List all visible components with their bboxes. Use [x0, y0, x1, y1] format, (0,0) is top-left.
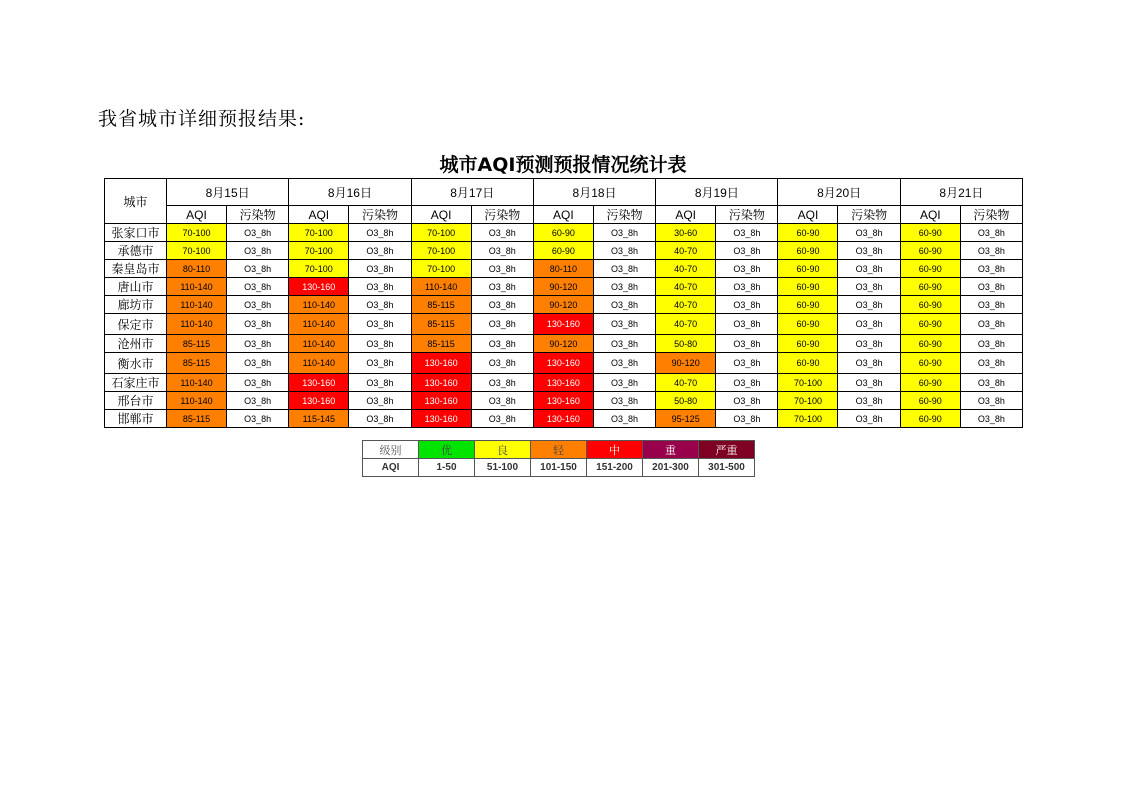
aqi-range-cell: 130-160 [289, 374, 349, 392]
pollutant-cell: O3_8h [471, 335, 533, 353]
aqi-range-cell: 70-100 [289, 242, 349, 260]
aqi-range-cell: 130-160 [411, 410, 471, 428]
pollutant-cell: O3_8h [227, 410, 289, 428]
aqi-subheader: AQI [533, 206, 593, 224]
aqi-range-cell: 110-140 [289, 335, 349, 353]
table-title: 城市AQI预测预报情况统计表 [439, 154, 687, 176]
pollutant-cell: O3_8h [593, 296, 655, 314]
aqi-range-cell: 130-160 [411, 374, 471, 392]
pollutant-cell: O3_8h [227, 296, 289, 314]
legend-level-range: 301-500 [699, 459, 755, 477]
pollutant-cell: O3_8h [838, 410, 900, 428]
aqi-range-cell: 60-90 [533, 242, 593, 260]
aqi-range-cell: 70-100 [167, 242, 227, 260]
pollutant-cell: O3_8h [471, 260, 533, 278]
aqi-subheader: AQI [411, 206, 471, 224]
aqi-range-cell: 80-110 [533, 260, 593, 278]
legend-level-row [363, 441, 755, 459]
table-row [105, 260, 1023, 278]
aqi-range-cell: 85-115 [411, 296, 471, 314]
aqi-range-cell: 70-100 [167, 224, 227, 242]
legend-level-range: 1-50 [419, 459, 475, 477]
pollutant-cell: O3_8h [593, 278, 655, 296]
pollutant-cell: O3_8h [838, 296, 900, 314]
aqi-range-cell: 60-90 [900, 296, 960, 314]
legend-range-row [363, 459, 755, 477]
aqi-level-legend [362, 440, 755, 477]
pollutant-cell: O3_8h [716, 260, 778, 278]
aqi-range-cell: 60-90 [778, 314, 838, 335]
aqi-subheader: AQI [289, 206, 349, 224]
table-row [105, 374, 1023, 392]
pollutant-cell: O3_8h [960, 242, 1022, 260]
legend-aqi-header: AQI [363, 459, 419, 477]
aqi-range-cell: 130-160 [533, 392, 593, 410]
aqi-range-cell: 60-90 [900, 224, 960, 242]
aqi-range-cell: 110-140 [289, 314, 349, 335]
pollutant-cell: O3_8h [349, 374, 411, 392]
aqi-range-cell: 60-90 [533, 224, 593, 242]
pollutant-cell: O3_8h [960, 314, 1022, 335]
pollutant-cell: O3_8h [349, 410, 411, 428]
legend-level-name: 中 [587, 441, 643, 459]
pollutant-cell: O3_8h [593, 353, 655, 374]
aqi-range-cell: 60-90 [900, 410, 960, 428]
pollutant-cell: O3_8h [227, 353, 289, 374]
pollutant-cell: O3_8h [471, 296, 533, 314]
aqi-range-cell: 60-90 [900, 335, 960, 353]
pollutant-cell: O3_8h [471, 410, 533, 428]
aqi-range-cell: 60-90 [900, 392, 960, 410]
aqi-range-cell: 60-90 [900, 314, 960, 335]
aqi-range-cell: 110-140 [411, 278, 471, 296]
pollutant-cell: O3_8h [838, 392, 900, 410]
aqi-range-cell: 50-80 [656, 335, 716, 353]
aqi-subheader: AQI [900, 206, 960, 224]
aqi-range-cell: 110-140 [167, 278, 227, 296]
aqi-range-cell: 40-70 [656, 242, 716, 260]
pollutant-cell: O3_8h [593, 410, 655, 428]
pollutant-subheader: 污染物 [716, 206, 778, 224]
city-name: 石家庄市 [105, 374, 167, 392]
aqi-range-cell: 110-140 [289, 353, 349, 374]
pollutant-cell: O3_8h [593, 314, 655, 335]
pollutant-cell: O3_8h [716, 353, 778, 374]
city-name: 张家口市 [105, 224, 167, 242]
legend-level-name: 重 [643, 441, 699, 459]
table-row [105, 242, 1023, 260]
aqi-range-cell: 40-70 [656, 374, 716, 392]
pollutant-cell: O3_8h [716, 224, 778, 242]
aqi-range-cell: 60-90 [778, 278, 838, 296]
table-row [105, 410, 1023, 428]
pollutant-cell: O3_8h [227, 278, 289, 296]
pollutant-subheader: 污染物 [593, 206, 655, 224]
sub-header-row [105, 206, 1023, 224]
aqi-range-cell: 130-160 [533, 374, 593, 392]
legend-level-range: 101-150 [531, 459, 587, 477]
pollutant-cell: O3_8h [471, 392, 533, 410]
aqi-range-cell: 90-120 [533, 278, 593, 296]
pollutant-cell: O3_8h [593, 242, 655, 260]
pollutant-cell: O3_8h [349, 224, 411, 242]
aqi-range-cell: 60-90 [778, 242, 838, 260]
aqi-range-cell: 70-100 [411, 260, 471, 278]
aqi-range-cell: 110-140 [167, 392, 227, 410]
city-name: 沧州市 [105, 335, 167, 353]
pollutant-cell: O3_8h [227, 374, 289, 392]
city-name: 邯郸市 [105, 410, 167, 428]
aqi-forecast-table [104, 178, 1023, 428]
aqi-range-cell: 90-120 [533, 296, 593, 314]
aqi-range-cell: 60-90 [900, 374, 960, 392]
pollutant-cell: O3_8h [716, 335, 778, 353]
aqi-range-cell: 85-115 [167, 410, 227, 428]
aqi-range-cell: 40-70 [656, 278, 716, 296]
pollutant-cell: O3_8h [960, 260, 1022, 278]
pollutant-cell: O3_8h [227, 314, 289, 335]
pollutant-cell: O3_8h [960, 353, 1022, 374]
city-name: 廊坊市 [105, 296, 167, 314]
aqi-range-cell: 85-115 [167, 353, 227, 374]
aqi-range-cell: 130-160 [411, 392, 471, 410]
pollutant-cell: O3_8h [960, 410, 1022, 428]
aqi-range-cell: 70-100 [411, 224, 471, 242]
pollutant-cell: O3_8h [349, 314, 411, 335]
date-header: 8月15日 [167, 179, 289, 206]
pollutant-cell: O3_8h [960, 296, 1022, 314]
table-row [105, 392, 1023, 410]
pollutant-cell: O3_8h [227, 335, 289, 353]
pollutant-cell: O3_8h [716, 278, 778, 296]
pollutant-cell: O3_8h [838, 278, 900, 296]
legend-level-name: 良 [475, 441, 531, 459]
aqi-range-cell: 80-110 [167, 260, 227, 278]
aqi-range-cell: 40-70 [656, 296, 716, 314]
aqi-range-cell: 110-140 [167, 314, 227, 335]
aqi-range-cell: 90-120 [533, 335, 593, 353]
pollutant-cell: O3_8h [349, 242, 411, 260]
aqi-range-cell: 70-100 [778, 410, 838, 428]
legend-level-header: 级别 [363, 441, 419, 459]
date-header-row [105, 179, 1023, 206]
table-row [105, 335, 1023, 353]
date-header: 8月21日 [900, 179, 1022, 206]
aqi-range-cell: 30-60 [656, 224, 716, 242]
aqi-range-cell: 60-90 [778, 260, 838, 278]
aqi-range-cell: 60-90 [900, 278, 960, 296]
aqi-range-cell: 130-160 [289, 392, 349, 410]
aqi-range-cell: 110-140 [167, 296, 227, 314]
pollutant-cell: O3_8h [349, 296, 411, 314]
aqi-range-cell: 60-90 [778, 296, 838, 314]
intro-text: 我省城市详细预报结果: [98, 108, 306, 130]
pollutant-cell: O3_8h [471, 278, 533, 296]
pollutant-cell: O3_8h [960, 392, 1022, 410]
pollutant-cell: O3_8h [716, 314, 778, 335]
pollutant-cell: O3_8h [227, 392, 289, 410]
aqi-range-cell: 70-100 [778, 392, 838, 410]
aqi-range-cell: 60-90 [778, 335, 838, 353]
pollutant-cell: O3_8h [227, 242, 289, 260]
pollutant-cell: O3_8h [349, 335, 411, 353]
aqi-subheader: AQI [778, 206, 838, 224]
city-name: 秦皇岛市 [105, 260, 167, 278]
aqi-range-cell: 130-160 [533, 353, 593, 374]
pollutant-cell: O3_8h [471, 242, 533, 260]
pollutant-cell: O3_8h [838, 314, 900, 335]
pollutant-cell: O3_8h [349, 392, 411, 410]
aqi-subheader: AQI [167, 206, 227, 224]
pollutant-cell: O3_8h [838, 374, 900, 392]
pollutant-cell: O3_8h [471, 314, 533, 335]
city-column-header: 城市 [105, 179, 167, 224]
aqi-subheader: AQI [656, 206, 716, 224]
pollutant-cell: O3_8h [838, 224, 900, 242]
aqi-range-cell: 70-100 [289, 224, 349, 242]
date-header: 8月17日 [411, 179, 533, 206]
aqi-range-cell: 130-160 [533, 314, 593, 335]
pollutant-cell: O3_8h [960, 335, 1022, 353]
legend-level-name: 严重 [699, 441, 755, 459]
city-name: 承德市 [105, 242, 167, 260]
pollutant-subheader: 污染物 [349, 206, 411, 224]
aqi-range-cell: 40-70 [656, 314, 716, 335]
pollutant-cell: O3_8h [716, 242, 778, 260]
pollutant-cell: O3_8h [471, 224, 533, 242]
date-header: 8月16日 [289, 179, 411, 206]
pollutant-cell: O3_8h [593, 260, 655, 278]
date-header: 8月20日 [778, 179, 900, 206]
pollutant-cell: O3_8h [593, 335, 655, 353]
table-row [105, 296, 1023, 314]
city-name: 邢台市 [105, 392, 167, 410]
table-row [105, 314, 1023, 335]
city-name: 唐山市 [105, 278, 167, 296]
pollutant-cell: O3_8h [838, 260, 900, 278]
aqi-range-cell: 85-115 [167, 335, 227, 353]
pollutant-cell: O3_8h [716, 296, 778, 314]
pollutant-cell: O3_8h [960, 224, 1022, 242]
aqi-range-cell: 130-160 [411, 353, 471, 374]
legend-level-range: 201-300 [643, 459, 699, 477]
pollutant-subheader: 污染物 [838, 206, 900, 224]
pollutant-cell: O3_8h [471, 374, 533, 392]
pollutant-cell: O3_8h [227, 260, 289, 278]
aqi-range-cell: 130-160 [289, 278, 349, 296]
aqi-range-cell: 70-100 [289, 260, 349, 278]
pollutant-subheader: 污染物 [227, 206, 289, 224]
pollutant-cell: O3_8h [838, 242, 900, 260]
legend-level-name: 轻 [531, 441, 587, 459]
pollutant-cell: O3_8h [838, 353, 900, 374]
aqi-range-cell: 40-70 [656, 260, 716, 278]
pollutant-cell: O3_8h [471, 353, 533, 374]
aqi-table-body [105, 224, 1023, 428]
pollutant-cell: O3_8h [960, 278, 1022, 296]
aqi-range-cell: 110-140 [289, 296, 349, 314]
pollutant-cell: O3_8h [716, 410, 778, 428]
pollutant-cell: O3_8h [593, 392, 655, 410]
legend-level-range: 51-100 [475, 459, 531, 477]
pollutant-cell: O3_8h [593, 374, 655, 392]
pollutant-cell: O3_8h [716, 374, 778, 392]
aqi-range-cell: 130-160 [533, 410, 593, 428]
aqi-range-cell: 95-125 [656, 410, 716, 428]
table-row [105, 278, 1023, 296]
pollutant-cell: O3_8h [716, 392, 778, 410]
aqi-range-cell: 50-80 [656, 392, 716, 410]
pollutant-cell: O3_8h [349, 353, 411, 374]
aqi-range-cell: 60-90 [778, 353, 838, 374]
aqi-range-cell: 60-90 [900, 260, 960, 278]
aqi-range-cell: 85-115 [411, 335, 471, 353]
aqi-range-cell: 60-90 [778, 224, 838, 242]
pollutant-cell: O3_8h [227, 224, 289, 242]
pollutant-cell: O3_8h [960, 374, 1022, 392]
aqi-range-cell: 90-120 [656, 353, 716, 374]
table-row [105, 224, 1023, 242]
aqi-range-cell: 115-145 [289, 410, 349, 428]
aqi-range-cell: 60-90 [900, 242, 960, 260]
pollutant-subheader: 污染物 [471, 206, 533, 224]
aqi-range-cell: 85-115 [411, 314, 471, 335]
pollutant-subheader: 污染物 [960, 206, 1022, 224]
city-name: 衡水市 [105, 353, 167, 374]
date-header: 8月18日 [533, 179, 655, 206]
city-name: 保定市 [105, 314, 167, 335]
aqi-range-cell: 110-140 [167, 374, 227, 392]
aqi-range-cell: 60-90 [900, 353, 960, 374]
pollutant-cell: O3_8h [349, 260, 411, 278]
legend-level-range: 151-200 [587, 459, 643, 477]
pollutant-cell: O3_8h [593, 224, 655, 242]
aqi-range-cell: 70-100 [411, 242, 471, 260]
pollutant-cell: O3_8h [349, 278, 411, 296]
pollutant-cell: O3_8h [838, 335, 900, 353]
legend-level-name: 优 [419, 441, 475, 459]
table-row [105, 353, 1023, 374]
aqi-range-cell: 70-100 [778, 374, 838, 392]
date-header: 8月19日 [656, 179, 778, 206]
